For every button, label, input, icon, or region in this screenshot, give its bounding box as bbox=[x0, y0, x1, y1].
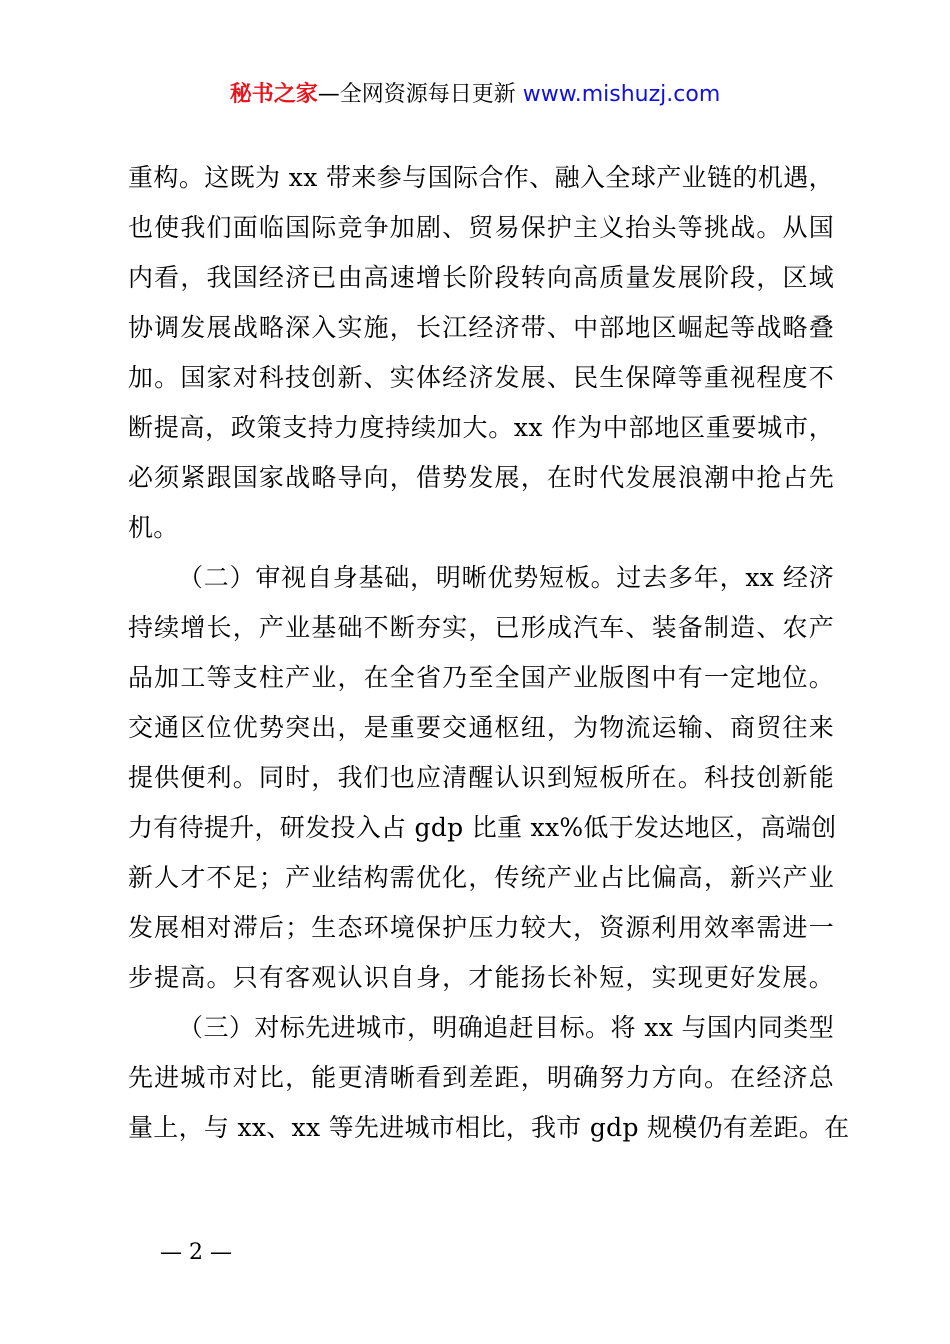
text-line: 协调发展战略深入实施，长江经济带、中部地区崛起等战略叠 bbox=[128, 313, 834, 342]
text-line: 持续增长，产业基础不断夯实，已形成汽车、装备制造、农产 bbox=[128, 613, 834, 642]
text-line: 新人才不足；产业结构需优化，传统产业占比偏高，新兴产业 bbox=[128, 863, 834, 892]
paragraph-heading-3: （三）对标先进城市，明确追赶目标。将 xx 与国内同类型 bbox=[178, 1013, 834, 1042]
text-line: 先进城市对比，能更清晰看到差距，明确努力方向。在经济总 bbox=[128, 1063, 834, 1092]
text-line: 断提高，政策支持力度持续加大。xx 作为中部地区重要城市， bbox=[128, 413, 834, 442]
brand-name: 秘书之家 bbox=[229, 82, 318, 107]
site-header bbox=[0, 80, 950, 110]
text-line: 必须紧跟国家战略导向，借势发展，在时代发展浪潮中抢占先 bbox=[128, 463, 834, 492]
text-line: 力有待提升，研发投入占 gdp 比重 xx%低于发达地区，高端创 bbox=[128, 813, 837, 842]
header-url-link[interactable]: www.mishuzj.com bbox=[522, 82, 721, 107]
text-line: 交通区位优势突出，是重要交通枢纽，为物流运输、商贸往来 bbox=[128, 713, 834, 742]
text-line: 内看，我国经济已由高速增长阶段转向高质量发展阶段，区域 bbox=[128, 263, 834, 292]
text-line: 机。 bbox=[128, 513, 179, 542]
text-line: 量上，与 xx、xx 等先进城市相比，我市 gdp 规模仍有差距。在 bbox=[128, 1113, 850, 1142]
text-line: 发展相对滞后；生态环境保护压力较大，资源利用效率需进一 bbox=[128, 913, 834, 942]
text-line: 步提高。只有客观认识自身，才能扬长补短，实现更好发展。 bbox=[128, 963, 834, 992]
text-line: 提供便利。同时，我们也应清醒认识到短板所在。科技创新能 bbox=[128, 763, 834, 792]
header-tagline: —全网资源每日更新 bbox=[317, 82, 516, 107]
text-line: 品加工等支柱产业，在全省乃至全国产业版图中有一定地位。 bbox=[128, 663, 834, 692]
page-number: — 2 — bbox=[160, 1240, 232, 1265]
text-line: 加。国家对科技创新、实体经济发展、民生保障等重视程度不 bbox=[128, 363, 834, 392]
document-body bbox=[128, 153, 850, 1153]
text-line: 重构。这既为 xx 带来参与国际合作、融入全球产业链的机遇， bbox=[128, 163, 834, 192]
paragraph-heading-2: （二）审视自身基础，明晰优势短板。过去多年，xx 经济 bbox=[178, 563, 834, 592]
text-line: 也使我们面临国际竞争加剧、贸易保护主义抬头等挑战。从国 bbox=[128, 213, 834, 242]
